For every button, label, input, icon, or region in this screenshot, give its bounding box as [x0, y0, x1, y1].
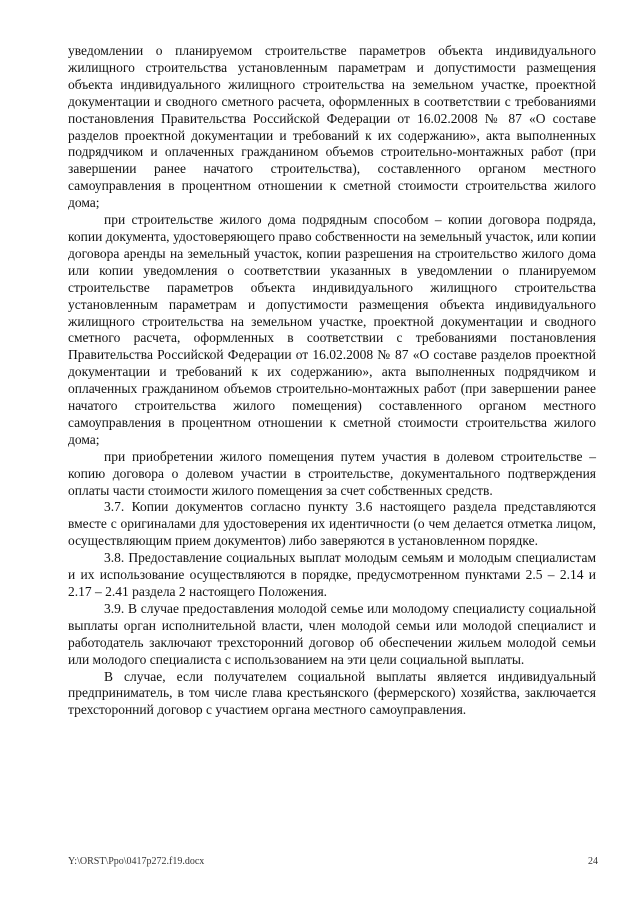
paragraph-shared-construction: при приобретении жилого помещения путем участия в долевом строительстве – копию договора о долевом участии в строительстве, документального подтверждения оплаты части стоимости жилого помещения за счет собственных средств. [68, 448, 596, 498]
paragraph-continuation: уведомлении о планируемом строительстве параметров объекта индивидуального жилищного строительства установленным параметрам и допустимости размещения объекта индивидуального жилищного строительства на земельном участке, проектной документации и сводного сметного расчета, оформленных в соответствии с требованиями постановления Правительства Российской Федерации от 16.02.2008 № 87 «О составе разделов проектной документации и требований к их содержанию», акта выполненных подрядчиком и оплаченных гражданином объемов строительно-монтажных работ (при завершении ранее начатого строительства), составленного органом местного самоуправления в процентном отношении к сметной стоимости строительства жилого дома; [68, 43, 596, 211]
document-body [68, 43, 596, 719]
paragraph-3-7: 3.7. Копии документов согласно пункту 3.6 настоящего раздела представляются вместе с оригиналами для удостоверения их идентичности (о чем делается отметка лицом, осуществляющим прием документов) либо заверяются в установленном порядке. [68, 499, 596, 549]
paragraph-contract-construction: при строительстве жилого дома подрядным способом – копии договора подряда, копии документа, удостоверяющего право собственности на земельный участок, или копии договора аренды на земельный участок, копии разрешения на строительство жилого дома или копии уведомления о соответствии указанных в уведомлении о планируемом строительстве параметров объекта индивидуального жилищного строительства установленным параметрам и допустимости размещения объекта индивидуального жилищного строительства на земельном участке, проектной документации и сводного сметного расчета, оформленных в соответствии с требованиями постановления Правительства Российской Федерации от 16.02.2008 № 87 «О составе разделов проектной документации и требований к их содержанию», акта выполненных подрядчиком и оплаченных гражданином объемов строительно-монтажных работ (при завершении ранее начатого строительства жилого помещения) составленного органом местного самоуправления в процентном отношении к сметной стоимости строительства жилого дома; [68, 212, 596, 447]
paragraph-3-8: 3.8. Предоставление социальных выплат молодым семьям и молодым специалистам и их использование осуществляются в порядке, предусмотренном пунктами 2.5 – 2.14 и 2.17 – 2.41 раздела 2 настоящего Положения. [68, 550, 596, 599]
footer-file-path: Y:\ORST\Ppo\0417p272.f19.docx [68, 856, 205, 867]
paragraph-3-9: 3.9. В случае предоставления молодой семье или молодому специалисту социальной выплаты орган исполнительной власти, член молодой семьи или молодой специалист и работодатель заключают трехсторонний договор об обеспечении жильем молодой семьи или молодого специалиста с использованием на эти цели социальной выплаты. [68, 600, 596, 667]
paragraph-entrepreneur: В случае, если получателем социальной выплаты является индивидуальный предприниматель, в том числе глава крестьянского (фермерского) хозяйства, заключается трехсторонний договор с участием органа местного самоуправления. [68, 668, 596, 718]
footer-page-number: 24 [588, 856, 598, 867]
